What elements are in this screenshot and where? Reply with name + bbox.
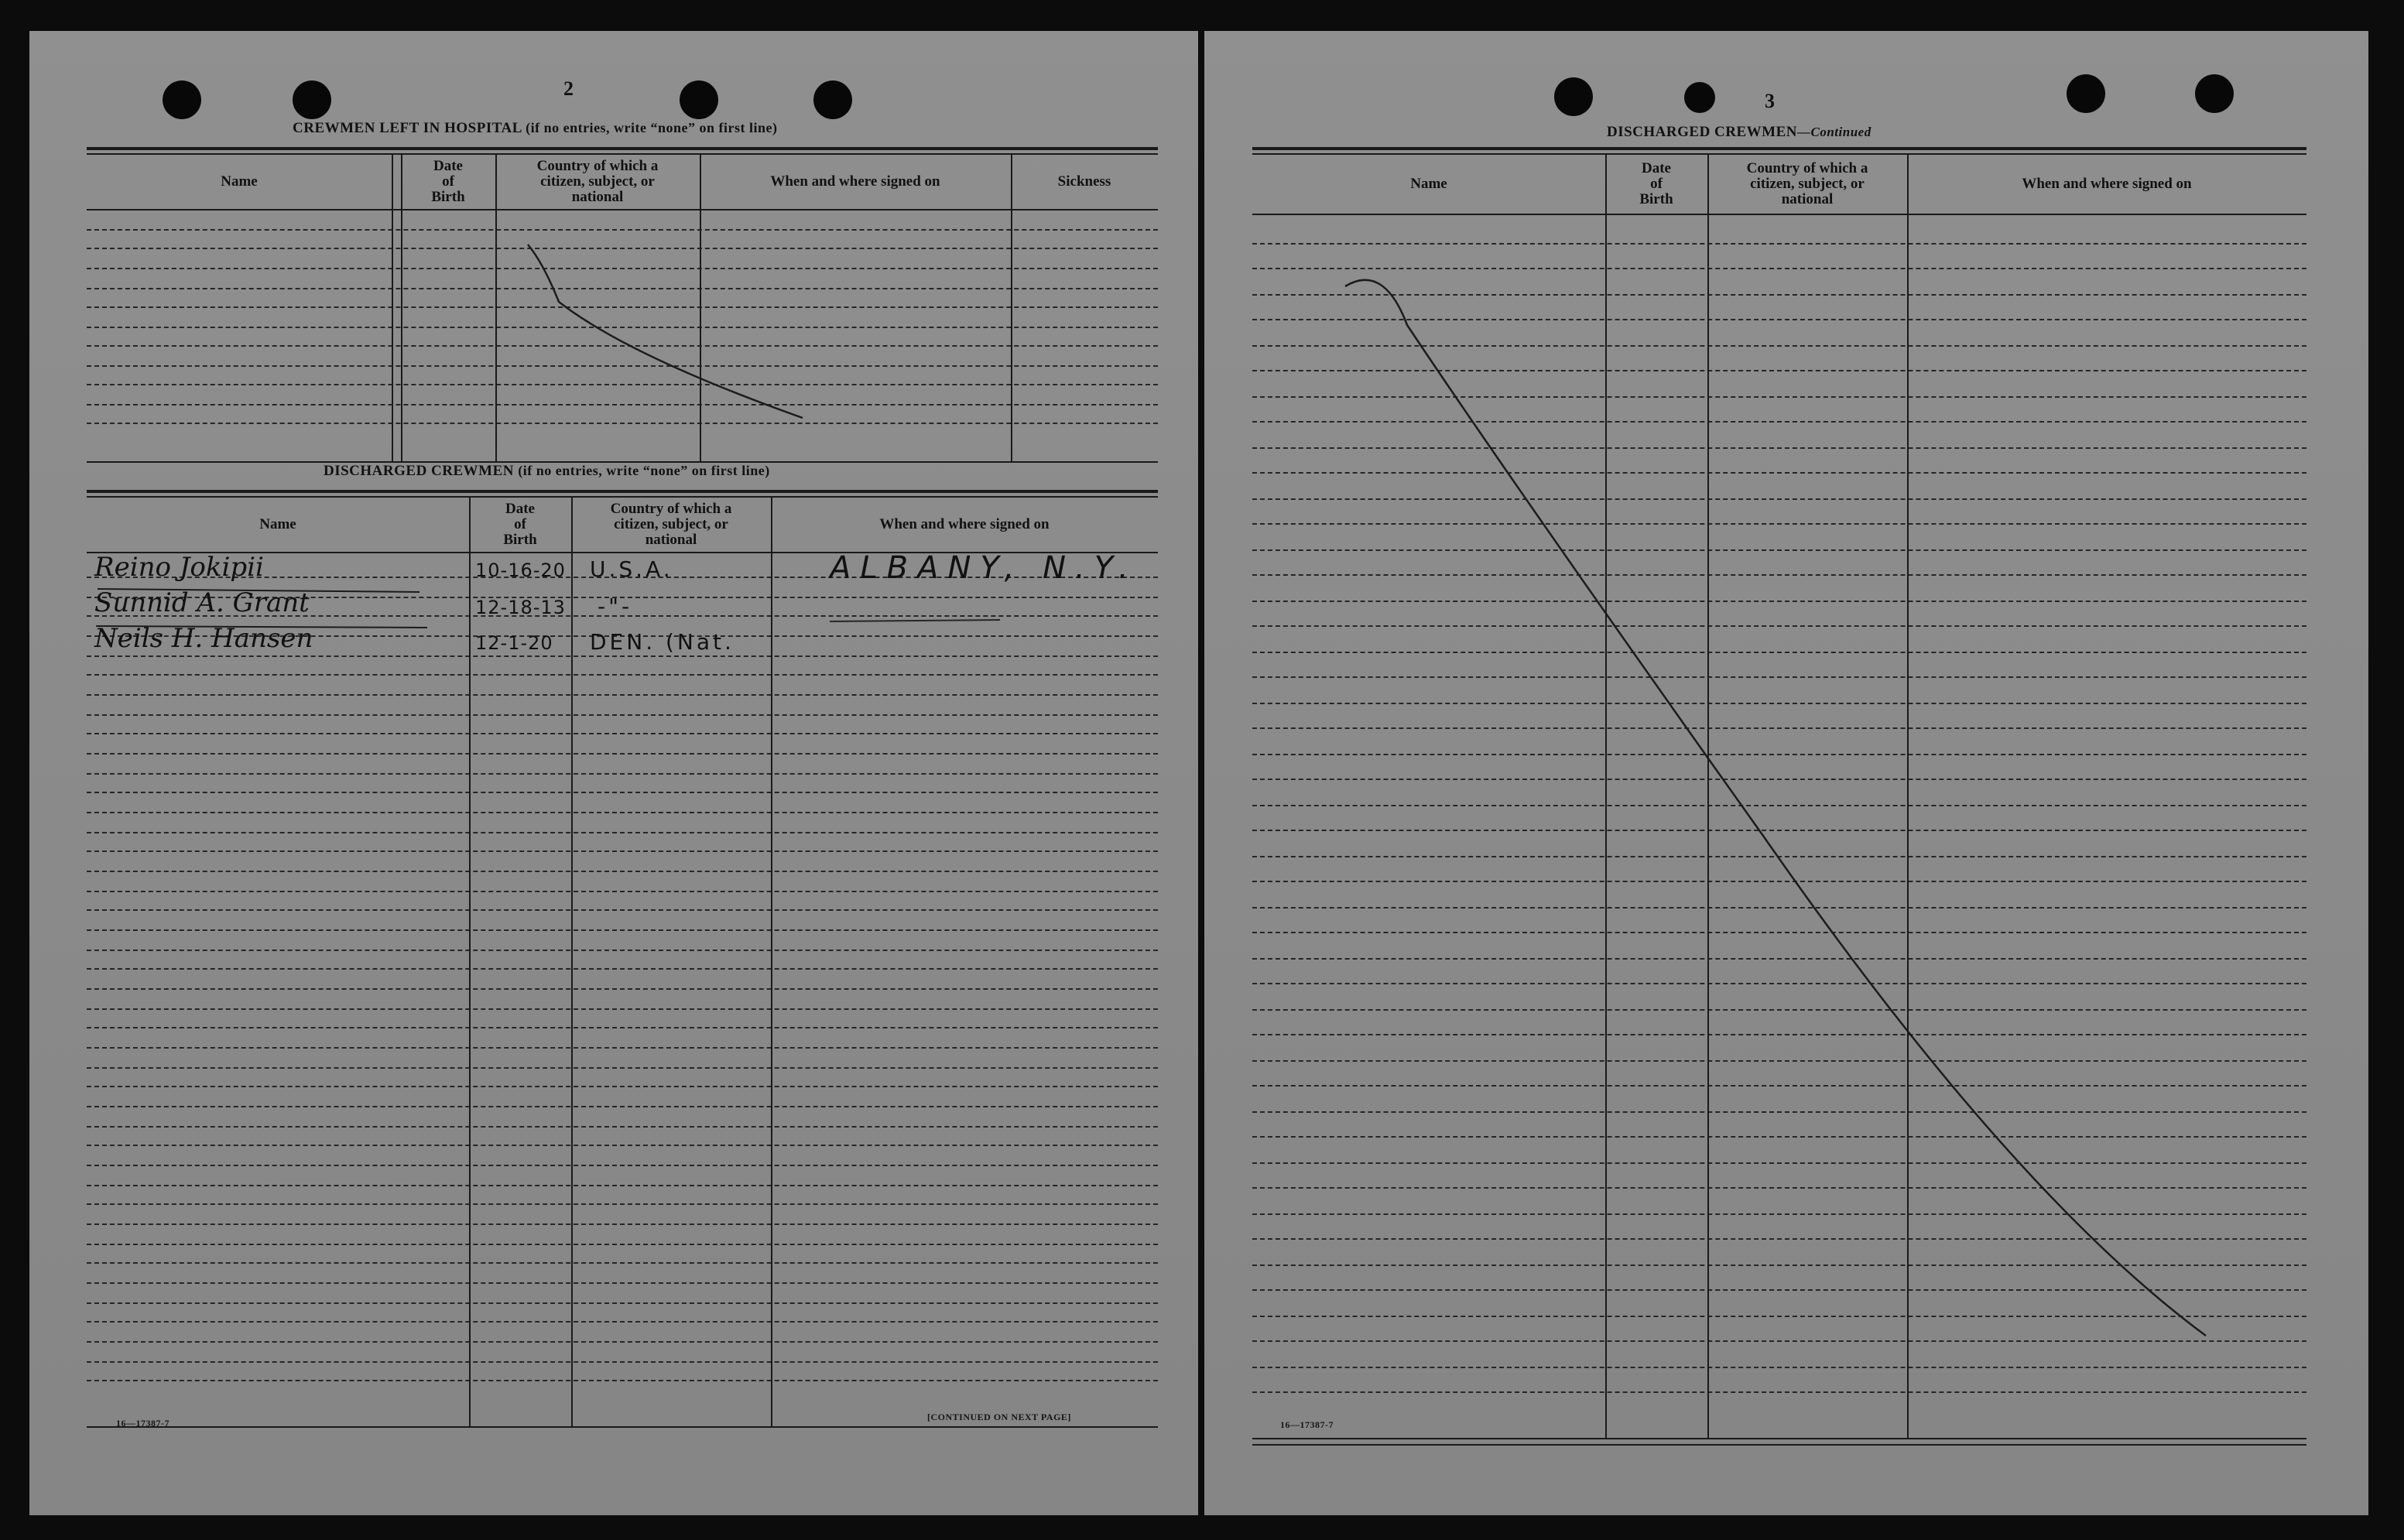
entry-name: Sunnid A. Grant — [94, 587, 310, 618]
col-header-name: Name — [221, 173, 258, 190]
col-header-signed-on: When and where signed on — [879, 516, 1050, 532]
col-header-date-of-birth: Date of Birth — [1639, 160, 1673, 207]
col-header-signed-on: When and where signed on — [770, 173, 940, 190]
punch-hole — [1554, 77, 1593, 116]
col-header-signed-on: When and where signed on — [2022, 176, 2192, 192]
underline-strokes — [87, 490, 1158, 722]
form-code: 16—17387-7 — [116, 1418, 170, 1429]
entry-name: Neils H. Hansen — [94, 623, 313, 654]
col-header-name: Name — [259, 516, 296, 532]
discharged-continued-title: DISCHARGED CREWMEN—Continued — [1607, 124, 1871, 140]
col-header-sickness: Sickness — [1057, 173, 1111, 190]
col-header-date-of-birth: Date of Birth — [503, 501, 537, 548]
right-page — [1204, 31, 2368, 1515]
continued-note: [CONTINUED ON NEXT PAGE] — [927, 1412, 1071, 1422]
hospital-table — [87, 147, 1158, 466]
entry-name: Reino Jokipii — [94, 552, 264, 583]
punch-hole — [680, 80, 718, 119]
punch-hole — [813, 80, 852, 119]
discharged-continued-table — [1252, 147, 2306, 1455]
col-header-country: Country of which a citizen, subject, or national — [1746, 160, 1868, 207]
punch-hole — [293, 80, 331, 119]
punch-hole — [2195, 74, 2234, 113]
cancel-stroke — [87, 147, 1158, 466]
left-page — [29, 31, 1198, 1515]
page-number: 2 — [563, 77, 574, 100]
cancel-stroke — [1252, 147, 2306, 1455]
entry-dob: 12-1-20 — [475, 632, 553, 654]
col-header-country: Country of which a citizen, subject, or national — [610, 501, 732, 548]
entry-signed-on: ALBANY, N.Y. — [830, 550, 1138, 586]
entry-dob: 12-18-13 — [475, 597, 566, 618]
col-header-date-of-birth: Date of Birth — [431, 158, 465, 205]
col-header-country: Country of which a citizen, subject, or national — [536, 158, 659, 205]
entry-country: DEN. (Nat. — [590, 629, 735, 655]
punch-hole — [163, 80, 201, 119]
discharged-table — [87, 490, 1158, 1440]
discharged-section-title: DISCHARGED CREWMEN (if no entries, write “none” on first line) — [324, 463, 770, 479]
page-number: 3 — [1765, 90, 1775, 112]
hospital-section-title: CREWMEN LEFT IN HOSPITAL (if no entries, write “none” on first line) — [293, 120, 778, 136]
form-code: 16—17387-7 — [1280, 1419, 1334, 1430]
entry-country: U.S.A. — [590, 556, 673, 582]
entry-dob: 10-16-20 — [475, 560, 566, 581]
col-header-name: Name — [1410, 176, 1447, 192]
entry-country: -"- — [598, 594, 633, 619]
punch-hole — [2067, 74, 2105, 113]
punch-hole — [1684, 82, 1715, 113]
